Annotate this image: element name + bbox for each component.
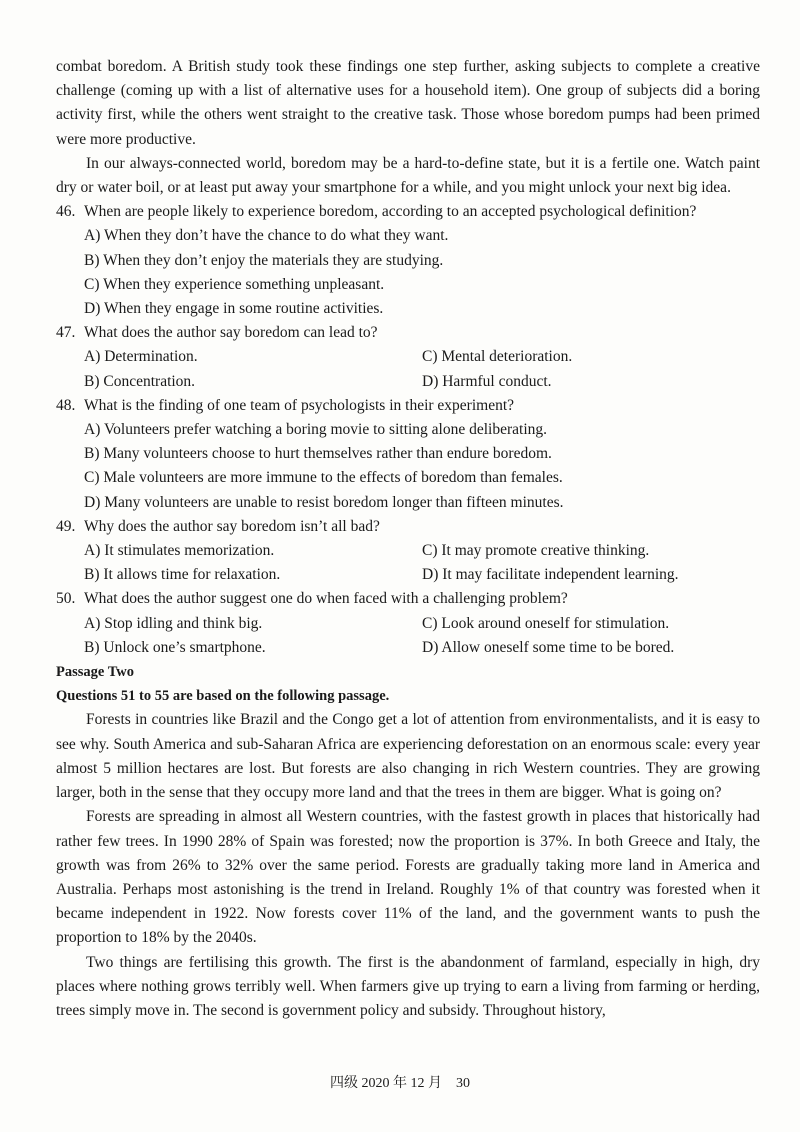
- question-number: 46.: [56, 203, 76, 221]
- option-49-b: B) It allows time for relaxation.: [84, 566, 281, 584]
- option-50-b: B) Unlock one’s smartphone.: [84, 638, 266, 656]
- question-number: 47.: [56, 324, 76, 342]
- option-48-c: C) Male volunteers are more immune to the effects of boredom than females.: [84, 469, 563, 487]
- question-text: What does the author suggest one do when faced with a challenging problem?: [84, 590, 568, 608]
- question-48: [56, 394, 760, 418]
- options-row: [56, 539, 760, 563]
- question-text: What does the author say boredom can lead to?: [84, 324, 378, 342]
- options-row: [56, 563, 760, 587]
- option-49-d: D) It may facilitate independent learning.: [422, 566, 679, 584]
- question-text: When are people likely to experience boredom, according to an accepted psychological definition?: [84, 203, 697, 221]
- question-number: 50.: [56, 590, 76, 608]
- option-50-c: C) Look around oneself for stimulation.: [422, 614, 670, 632]
- question-text: What is the finding of one team of psychologists in their experiment?: [84, 396, 515, 414]
- options-row: [56, 345, 760, 369]
- passage-instruction: Questions 51 to 55 are based on the following passage.: [56, 688, 390, 705]
- passage-title: Passage Two: [56, 664, 135, 681]
- options-row: [56, 370, 760, 394]
- option-46-a: A) When they don’t have the chance to do what they want.: [84, 227, 449, 245]
- option-48-d: D) Many volunteers are unable to resist boredom longer than fifteen minutes.: [84, 493, 564, 511]
- intro-paragraph-2: In our always-connected world, boredom may be a hard-to-define state, but it is a fertile one. Watch paint dry or water boil, or at least put away your smartphone for a while, and you might unlock your next big idea.: [56, 154, 760, 197]
- question-49: [56, 515, 760, 539]
- option-47-c: C) Mental deterioration.: [422, 348, 573, 366]
- intro-paragraph-1: combat boredom. A British study took these findings one step further, asking subjects to complete a creative challenge (coming up with a list of alternative uses for a household item). One group of subjects did a boring activity first, while the others went straight to the creative task. Those whose boredom pumps had been primed were more productive.: [56, 58, 760, 148]
- option-46-c: C) When they experience something unpleasant.: [84, 275, 385, 293]
- question-47: [56, 321, 760, 345]
- option-48-b: B) Many volunteers choose to hurt themselves rather than endure boredom.: [84, 445, 552, 463]
- option-46-d: D) When they engage in some routine activities.: [84, 300, 384, 318]
- options-row: [56, 636, 760, 660]
- question-50: [56, 587, 760, 611]
- passage-paragraph-3: Two things are fertilising this growth. The first is the abandonment of farmland, especially in high, dry places where nothing grows terribly well. When farmers give up trying to earn a living from farming or herding, trees simply move in. The second is government policy and subsidy. Throughout history,: [56, 953, 760, 1019]
- option-50-a: A) Stop idling and think big.: [84, 614, 263, 632]
- option-49-a: A) It stimulates memorization.: [84, 542, 275, 560]
- option-48-a: A) Volunteers prefer watching a boring movie to sitting alone deliberating.: [84, 421, 548, 439]
- page-content: [56, 55, 760, 1023]
- options-row: [56, 612, 760, 636]
- question-number: 49.: [56, 517, 76, 535]
- option-47-a: A) Determination.: [84, 348, 198, 366]
- option-49-c: C) It may promote creative thinking.: [422, 542, 650, 560]
- option-47-b: B) Concentration.: [84, 372, 196, 390]
- option-47-d: D) Harmful conduct.: [422, 372, 552, 390]
- option-46-b: B) When they don’t enjoy the materials they are studying.: [84, 251, 444, 269]
- page-footer: 四级 2020 年 12 月 30: [330, 1076, 470, 1091]
- question-46: [56, 200, 760, 224]
- question-text: Why does the author say boredom isn’t all bad?: [84, 517, 380, 535]
- question-number: 48.: [56, 396, 76, 414]
- passage-paragraph-2: Forests are spreading in almost all Western countries, with the fastest growth in places that historically had rather few trees. In 1990 28% of Spain was forested; now the proportion is 37%. In both Greece and Italy, the growth was from 26% to 32% over the same period. Forests are gradually taking more land in America and Australia. Perhaps most astonishing is the trend in Ireland. Roughly 1% of that country was forested when it became independent in 1922. Now forests cover 11% of the land, and the government wants to push the proportion to 18% by the 2040s.: [56, 808, 760, 947]
- passage-paragraph-1: Forests in countries like Brazil and the Congo get a lot of attention from environmentalists, and it is easy to see why. South America and sub-Saharan Africa are experiencing deforestation on an enormous scale: every year almost 5 million hectares are lost. But forests are also changing in rich Western countries. They are growing larger, both in the sense that they occupy more land and that the trees in them are bigger. What is going on?: [56, 711, 760, 802]
- option-50-d: D) Allow oneself some time to be bored.: [422, 638, 675, 656]
